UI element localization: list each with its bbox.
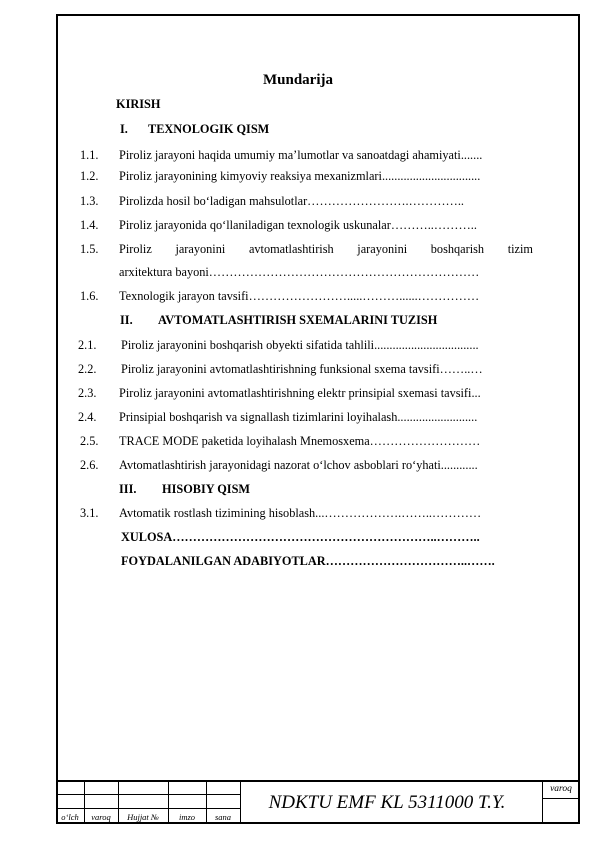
item-num: 2.2. bbox=[78, 362, 97, 376]
toc-conclusion: XULOSA………………………………………………………..……….. bbox=[121, 530, 480, 544]
item-num: 1.3. bbox=[80, 194, 99, 208]
item-num: 1.6. bbox=[80, 289, 99, 303]
item-num: 2.3. bbox=[78, 386, 97, 400]
toc-references: FOYDALANILGAN ADABIYOTLAR……………………………..……. bbox=[121, 554, 495, 568]
section-title: HISOBIY QISM bbox=[162, 482, 251, 496]
page-title: Mundarija bbox=[262, 72, 333, 88]
item-num: 1.4. bbox=[80, 218, 99, 232]
item-num: 2.5. bbox=[80, 434, 99, 448]
section-num: II. bbox=[120, 313, 133, 327]
item-num: 1.1. bbox=[80, 148, 99, 162]
item-num: 2.1. bbox=[78, 338, 97, 352]
item-num: 1.2. bbox=[80, 169, 99, 183]
section-num: I. bbox=[120, 122, 128, 136]
stamp-sheet-label: varoq bbox=[550, 784, 572, 794]
toc-item: TRACE MODE paketida loyihalash Mnemosxema……………………… bbox=[119, 434, 481, 448]
toc-item: Avtomatik rostlash tizimining hisoblash...……………….……..………… bbox=[119, 506, 482, 520]
stamp-col-signature: imzo bbox=[178, 812, 196, 822]
item-num: 1.5. bbox=[80, 242, 99, 256]
item-num: 3.1. bbox=[80, 506, 99, 520]
title-block bbox=[56, 780, 580, 824]
toc-item: Piroliz jarayonining kimyoviy reaksiya mexanizmlari................................ bbox=[119, 169, 481, 183]
item-num: 2.4. bbox=[78, 410, 97, 424]
toc-word: jarayonini bbox=[357, 242, 408, 256]
toc-item: Piroliz jarayonini avtomatlashtirishning funksional sxema tavsifi……..… bbox=[121, 362, 483, 376]
toc-item: Pirolizda hosil bo‘ladigan mahsulotlar…………………….………….. bbox=[119, 194, 464, 208]
toc-item: Avtomatlashtirish jarayonidagi nazorat o‘lchov asboblari ro‘yhati............ bbox=[119, 458, 478, 472]
toc-item: Piroliz jarayonini avtomatlashtirishning elektr prinsipial sxemasi tavsifi... bbox=[119, 386, 481, 400]
toc-word: jarayonini bbox=[175, 242, 226, 256]
toc-word: avtomatlashtirish bbox=[248, 242, 334, 256]
section-num: III. bbox=[119, 482, 137, 496]
stamp-col-date: sana bbox=[214, 812, 232, 822]
toc-item-justified bbox=[119, 241, 533, 257]
toc-item-continuation: arxitektura bayoni………………………………………………………… bbox=[119, 265, 480, 279]
stamp-col-measure: o‘lch bbox=[61, 812, 79, 822]
toc-item: Piroliz jarayoni haqida umumiy ma’lumotlar va sanoatdagi ahamiyati....... bbox=[119, 148, 483, 162]
toc-item: Prinsipial boshqarish va signallash tizimlarini loyihalash.......................... bbox=[119, 410, 478, 424]
item-num: 2.6. bbox=[80, 458, 99, 472]
toc-intro: KIRISH bbox=[116, 97, 161, 111]
stamp-col-doc-no: Hujjat № bbox=[127, 812, 159, 822]
toc-item: Texnologik jarayon tavsifi…………………….....………......…………… bbox=[119, 289, 480, 303]
toc-word: boshqarish bbox=[430, 242, 485, 256]
section-title: AVTOMATLASHTIRISH SXEMALARINI TUZISH bbox=[158, 313, 438, 327]
toc-word: tizim bbox=[507, 242, 533, 256]
section-title: TEXNOLOGIK QISM bbox=[148, 122, 270, 136]
toc-item: Piroliz jarayonini boshqarish obyekti sifatida tahlili.................................. bbox=[121, 338, 479, 352]
toc-item: Piroliz jarayonida qo‘llaniladigan texnologik uskunalar………..……….. bbox=[119, 218, 477, 232]
document-id: NDKTU EMF KL 5311000 T.Y. bbox=[268, 792, 506, 813]
stamp-col-sheet: varoq bbox=[91, 812, 111, 822]
toc-word: Piroliz bbox=[119, 242, 152, 256]
